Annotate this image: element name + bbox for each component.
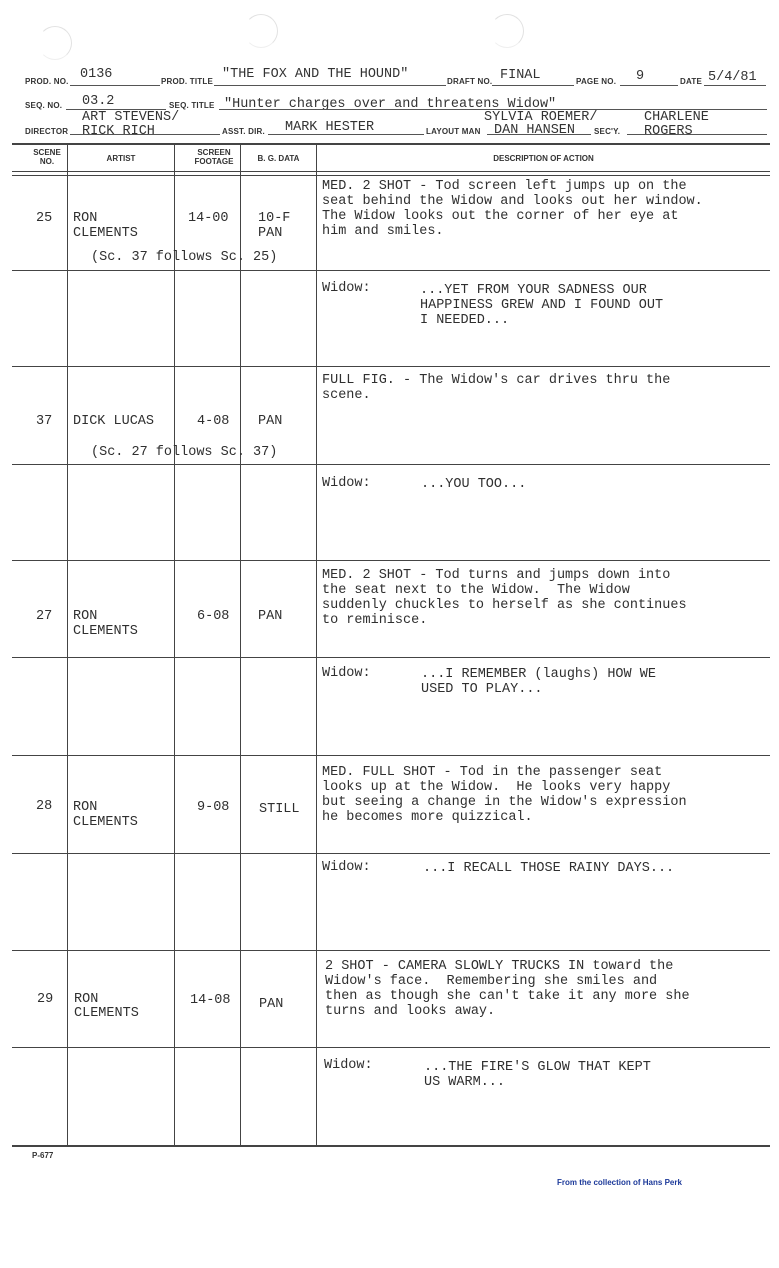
scene-number: 37 [36, 414, 53, 429]
dialogue-text: ...YOU TOO... [421, 477, 527, 492]
secy-value-line2: ROGERS [644, 124, 693, 139]
col-divider-4 [316, 144, 317, 1146]
artist-name-line2: CLEMENTS [73, 815, 138, 830]
prod-title-value: "THE FOX AND THE HOUND" [222, 67, 409, 82]
artist-name-line2: CLEMENTS [73, 226, 138, 241]
layout-man-value-line2: DAN HANSEN [494, 123, 576, 138]
scene-number: 29 [37, 992, 54, 1007]
punch-hole-left [38, 26, 72, 60]
action-description: MED. 2 SHOT - Tod turns and jumps down into the seat next to the Widow. The Widow suddenly chuckles to herself as she continues to reminisce. [322, 568, 687, 628]
col-header-screen-footage: SCREEN FOOTAGE [194, 148, 234, 166]
col-header-artist: ARTIST [106, 154, 136, 163]
artist-name-line1: RON [73, 211, 98, 226]
bg-data-line1: PAN [258, 609, 283, 624]
dialogue-speaker: Widow: [322, 860, 371, 875]
artist-name-line2: CLEMENTS [73, 624, 138, 639]
action-description: 2 SHOT - CAMERA SLOWLY TRUCKS IN toward the Widow's face. Remembering she smiles and then as though she can't take it any more she turns and looks away. [325, 959, 690, 1019]
dialogue-speaker: Widow: [322, 281, 371, 296]
director-value-line1: ART STEVENS/ [82, 110, 180, 125]
date-value: 5/4/81 [708, 70, 757, 85]
punch-hole-center [244, 14, 278, 48]
bg-data-line1: 10-F [258, 211, 291, 226]
draft-no-label: DRAFT NO. [447, 77, 493, 86]
action-description: FULL FIG. - The Widow's car drives thru the scene. [322, 373, 671, 403]
scene-follow-note: (Sc. 27 follows Sc. 37) [91, 445, 278, 460]
col-divider-2 [174, 144, 175, 1146]
action-description: MED. 2 SHOT - Tod screen left jumps up on the seat behind the Widow and looks out her window. The Widow looks out the corner of her eye at him and smiles. [322, 179, 703, 239]
layout-man-label: LAYOUT MAN [426, 127, 481, 136]
screen-footage: 4-08 [197, 414, 230, 429]
artist-name-line1: RON [74, 992, 99, 1007]
director-label: DIRECTOR [25, 127, 69, 136]
dialogue-text: ...I RECALL THOSE RAINY DAYS... [423, 861, 675, 876]
artist-name-line1: DICK LUCAS [73, 414, 155, 429]
asst-dir-label: ASST. DIR. [222, 127, 265, 136]
seq-no-value: 03.2 [82, 94, 115, 109]
dialogue-speaker: Widow: [322, 666, 371, 681]
scene-follow-note: (Sc. 37 follows Sc. 25) [91, 250, 278, 265]
action-description: MED. FULL SHOT - Tod in the passenger seat looks up at the Widow. He looks very happy but seeing a change in the Widow's expression he becomes more quizzical. [322, 765, 687, 825]
artist-name-line1: RON [73, 800, 98, 815]
artist-name-line2: CLEMENTS [74, 1006, 139, 1021]
screen-footage: 6-08 [197, 609, 230, 624]
col-divider-3 [240, 144, 241, 1146]
prod-no-label: PROD. NO. [25, 77, 69, 86]
page-no-label: PAGE NO. [576, 77, 617, 86]
dialogue-text: ...THE FIRE'S GLOW THAT KEPT US WARM... [424, 1060, 651, 1090]
screen-footage: 14-08 [190, 993, 231, 1008]
seq-title-value: "Hunter charges over and threatens Widow" [224, 97, 557, 112]
prod-no-value: 0136 [80, 67, 113, 82]
dialogue-text: ...YET FROM YOUR SADNESS OUR HAPPINESS GREW AND I FOUND OUT I NEEDED... [420, 283, 664, 328]
scene-number: 27 [36, 609, 53, 624]
asst-dir-value: MARK HESTER [285, 120, 375, 135]
dialogue-text: ...I REMEMBER (laughs) HOW WE USED TO PLAY... [421, 667, 656, 697]
col-header-scene-no: SCENE NO. [33, 148, 61, 166]
scene-number: 25 [36, 211, 53, 226]
col-divider-1 [67, 144, 68, 1146]
date-label: DATE [680, 77, 702, 86]
seq-title-label: SEQ. TITLE [169, 101, 215, 110]
prod-title-label: PROD. TITLE [161, 77, 213, 86]
bg-data-line2: PAN [258, 226, 283, 241]
form-code: P-677 [32, 1151, 54, 1160]
bg-data-line1: STILL [259, 802, 300, 817]
page-no-value: 9 [636, 69, 645, 84]
secy-value-line1: CHARLENE [644, 110, 709, 125]
director-value-line2: RICK RICH [82, 124, 155, 139]
layout-man-value-line1: SYLVIA ROEMER/ [484, 110, 598, 125]
screen-footage: 9-08 [197, 800, 230, 815]
secy-label: SEC'Y. [594, 127, 621, 136]
bg-data-line1: PAN [258, 414, 283, 429]
scene-number: 28 [36, 799, 53, 814]
col-header-description: DESCRIPTION OF ACTION [493, 154, 594, 163]
draft-no-value: FINAL [500, 68, 541, 83]
collection-credit: From the collection of Hans Perk [557, 1178, 682, 1187]
dialogue-speaker: Widow: [322, 476, 371, 491]
dialogue-speaker: Widow: [324, 1058, 373, 1073]
seq-no-label: SEQ. NO. [25, 101, 63, 110]
punch-hole-right [490, 14, 524, 48]
bg-data-line1: PAN [259, 997, 284, 1012]
col-header-bg-data: B. G. DATA [257, 154, 300, 163]
screen-footage: 14-00 [188, 211, 229, 226]
artist-name-line1: RON [73, 609, 98, 624]
